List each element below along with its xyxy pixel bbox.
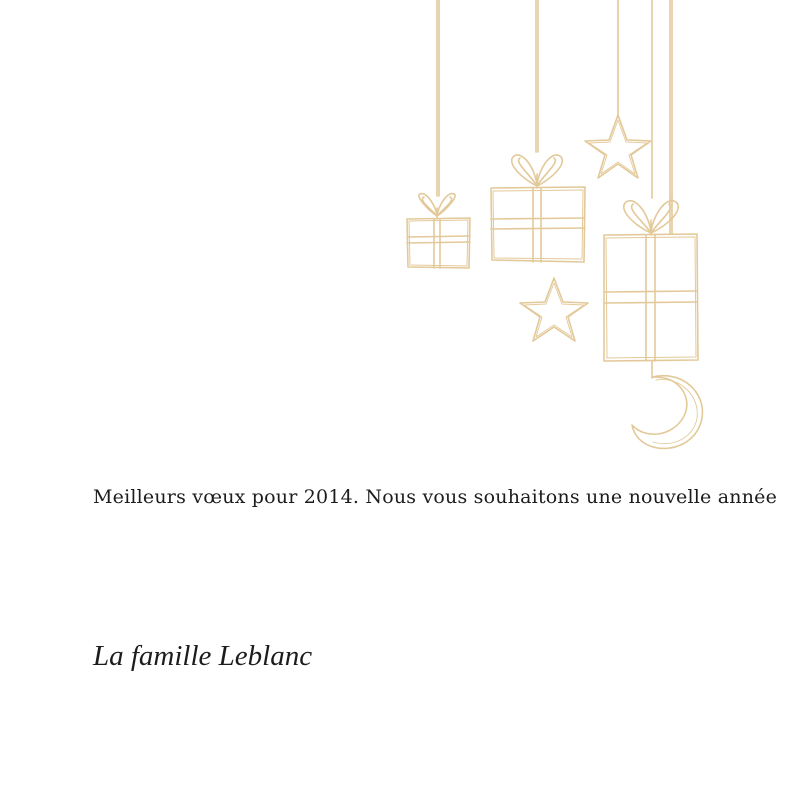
star-icon <box>520 278 588 341</box>
greeting-message: Meilleurs vœux pour 2014. Nous vous souhaitons une nouvelle année <box>93 486 778 508</box>
gift-icon <box>407 194 470 268</box>
gift-icon <box>604 198 698 361</box>
gift-icon <box>491 155 585 262</box>
star-icon <box>585 115 651 178</box>
signature: La famille Leblanc <box>93 640 313 672</box>
crescent-moon-icon <box>632 361 702 448</box>
hanging-strings <box>437 0 672 198</box>
